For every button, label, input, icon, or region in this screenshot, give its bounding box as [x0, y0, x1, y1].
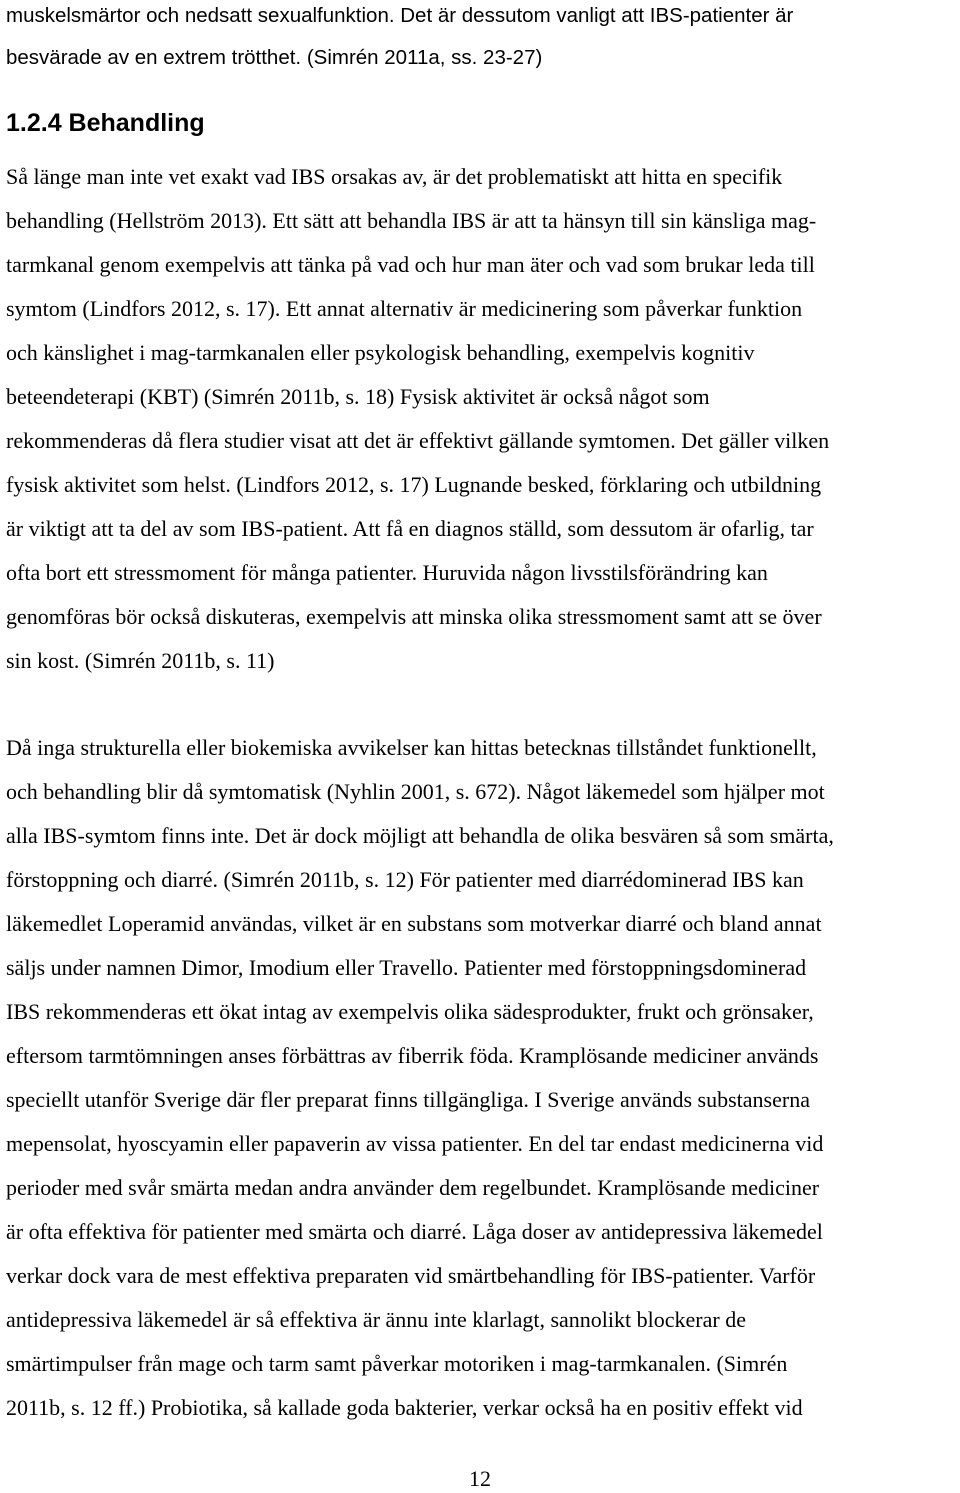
paragraph-line: och behandling blir då symtomatisk (Nyhlin 2001, s. 672). Något läkemedel som hjälper mot — [6, 779, 825, 804]
paragraph-line: rekommenderas då flera studier visat att det är effektivt gällande symtomen. Det gäller vilken — [6, 428, 830, 453]
paragraph-line: tarmkanal genom exempelvis att tänka på vad och hur man äter och vad som brukar leda till — [6, 252, 815, 277]
paragraph-line: alla IBS-symtom finns inte. Det är dock möjligt att behandla de olika besvären så som smärta, — [6, 823, 834, 848]
paragraph-line: 2011b, s. 12 ff.) Probiotika, så kallade goda bakterier, verkar också ha en positiv effekt vid — [6, 1395, 803, 1420]
paragraph-line: verkar dock vara de mest effektiva preparaten vid smärtbehandling för IBS-patienter. Varför — [6, 1263, 816, 1288]
paragraph-line: Då inga strukturella eller biokemiska avvikelser kan hittas betecknas tillståndet funktionellt, — [6, 735, 817, 760]
paragraph-line: är viktigt att ta del av som IBS-patient. Att få en diagnos ställd, som dessutom är ofarlig, tar — [6, 516, 814, 541]
paragraph-line: symtom (Lindfors 2012, s. 17). Ett annat alternativ är medicinering som påverkar funktion — [6, 296, 803, 321]
paragraph-line: fysisk aktivitet som helst. (Lindfors 2012, s. 17) Lugnande besked, förklaring och utbildning — [6, 472, 822, 497]
section-heading: 1.2.4 Behandling — [6, 109, 205, 137]
page-number: 12 — [469, 1466, 491, 1491]
paragraph-line: behandling (Hellström 2013). Ett sätt att behandla IBS är att ta hänsyn till sin känsliga mag- — [6, 208, 817, 233]
paragraph-line: speciellt utanför Sverige där fler preparat finns tillgängliga. I Sverige används substanserna — [6, 1087, 810, 1112]
paragraph-line: IBS rekommenderas ett ökat intag av exempelvis olika sädesprodukter, frukt och grönsaker, — [6, 999, 814, 1024]
paragraph-line: mepensolat, hyoscyamin eller papaverin av vissa patienter. En del tar endast medicinerna vid — [6, 1131, 824, 1156]
paragraph-line: eftersom tarmtömningen anses förbättras av fiberrik föda. Kramplösande mediciner används — [6, 1043, 819, 1068]
paragraph-line: Så länge man inte vet exakt vad IBS orsakas av, är det problematiskt att hitta en specifik — [6, 164, 783, 189]
paragraph-line: ofta bort ett stressmoment för många patienter. Huruvida någon livsstilsförändring kan — [6, 560, 768, 585]
paragraph-line: och känslighet i mag-tarmkanalen eller psykologisk behandling, exempelvis kognitiv — [6, 340, 755, 365]
paragraph-line: sin kost. (Simrén 2011b, s. 11) — [6, 648, 275, 673]
paragraph-line: förstoppning och diarré. (Simrén 2011b, s. 12) För patienter med diarrédominerad IBS kan — [6, 867, 804, 892]
paragraph-line: säljs under namnen Dimor, Imodium eller Travello. Patienter med förstoppningsdominerad — [6, 955, 807, 980]
top-text-line: besvärade av en extrem trötthet. (Simrén 2011a, ss. 23-27) — [6, 46, 543, 69]
paragraph-line: läkemedlet Loperamid användas, vilket är en substans som motverkar diarré och bland annat — [6, 911, 822, 936]
paragraph-line: beteendeterapi (KBT) (Simrén 2011b, s. 18) Fysisk aktivitet är också något som — [6, 384, 710, 409]
top-text-line: muskelsmärtor och nedsatt sexualfunktion. Det är dessutom vanligt att IBS-patienter är — [6, 4, 794, 27]
paragraph-line: är ofta effektiva för patienter med smärta och diarré. Låga doser av antidepressiva läkemedel — [6, 1219, 823, 1244]
paragraph-line: antidepressiva läkemedel är så effektiva är ännu inte klarlagt, sannolikt blockerar de — [6, 1307, 746, 1332]
paragraph-line: perioder med svår smärta medan andra använder dem regelbundet. Kramplösande mediciner — [6, 1175, 820, 1200]
paragraph-line: smärtimpulser från mage och tarm samt påverkar motoriken i mag-tarmkanalen. (Simrén — [6, 1351, 788, 1376]
paragraph-line: genomföras bör också diskuteras, exempelvis att minska olika stressmoment samt att se över — [6, 604, 822, 629]
